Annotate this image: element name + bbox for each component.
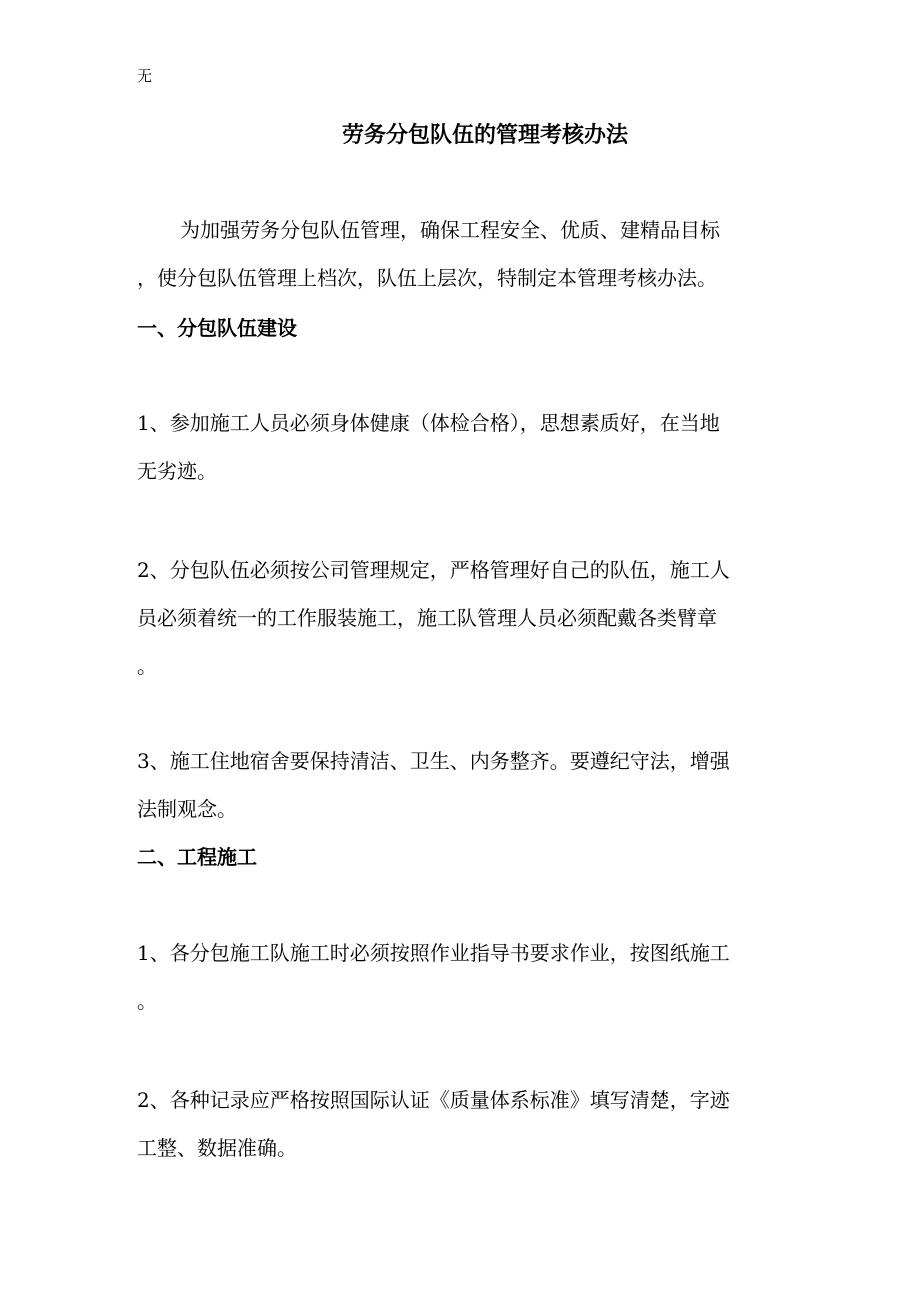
item-line: 1、参加施工人员必须身体健康（体检合格），思想素质好，在当地 — [137, 411, 720, 435]
document-title: 劳务分包队伍的管理考核办法 — [341, 122, 628, 148]
section-heading-1: 一、分包队伍建设 — [137, 316, 297, 340]
section-2-item-1 — [137, 929, 777, 1025]
item-line: 工整、数据准确。 — [137, 1136, 297, 1160]
intro-line-1: 为加强劳务分包队伍管理，确保工程安全、优质、建精品目标 — [180, 218, 720, 242]
section-1-item-3 — [137, 737, 777, 833]
section-heading-2: 二、工程施工 — [137, 845, 257, 869]
item-line: 3、施工住地宿舍要保持清洁、卫生、内务整齐。要遵纪守法，增强 — [137, 749, 730, 773]
item-line: 。 — [137, 989, 157, 1013]
item-line: 2、分包队伍必须按公司管理规定，严格管理好自己的队伍，施工人 — [137, 558, 730, 582]
item-line: 。 — [137, 654, 157, 678]
section-2-item-2 — [137, 1076, 777, 1172]
item-line: 1、各分包施工队施工时必须按照作业指导书要求作业，按图纸施工 — [137, 941, 730, 965]
item-line: 无劣迹。 — [137, 459, 217, 483]
item-line: 法制观念。 — [137, 797, 237, 821]
item-line: 2、各种记录应严格按照国际认证《质量体系标准》填写清楚，字迹 — [137, 1088, 730, 1112]
intro-paragraph — [137, 206, 777, 302]
intro-line-2: ，使分包队伍管理上档次，队伍上层次，特制定本管理考核办法。 — [137, 266, 717, 290]
section-1-item-2 — [137, 546, 777, 690]
item-line: 员必须着统一的工作服装施工，施工队管理人员必须配戴各类臂章 — [137, 606, 717, 630]
section-1-item-1 — [137, 399, 777, 495]
header-mark: 无 — [137, 67, 153, 85]
